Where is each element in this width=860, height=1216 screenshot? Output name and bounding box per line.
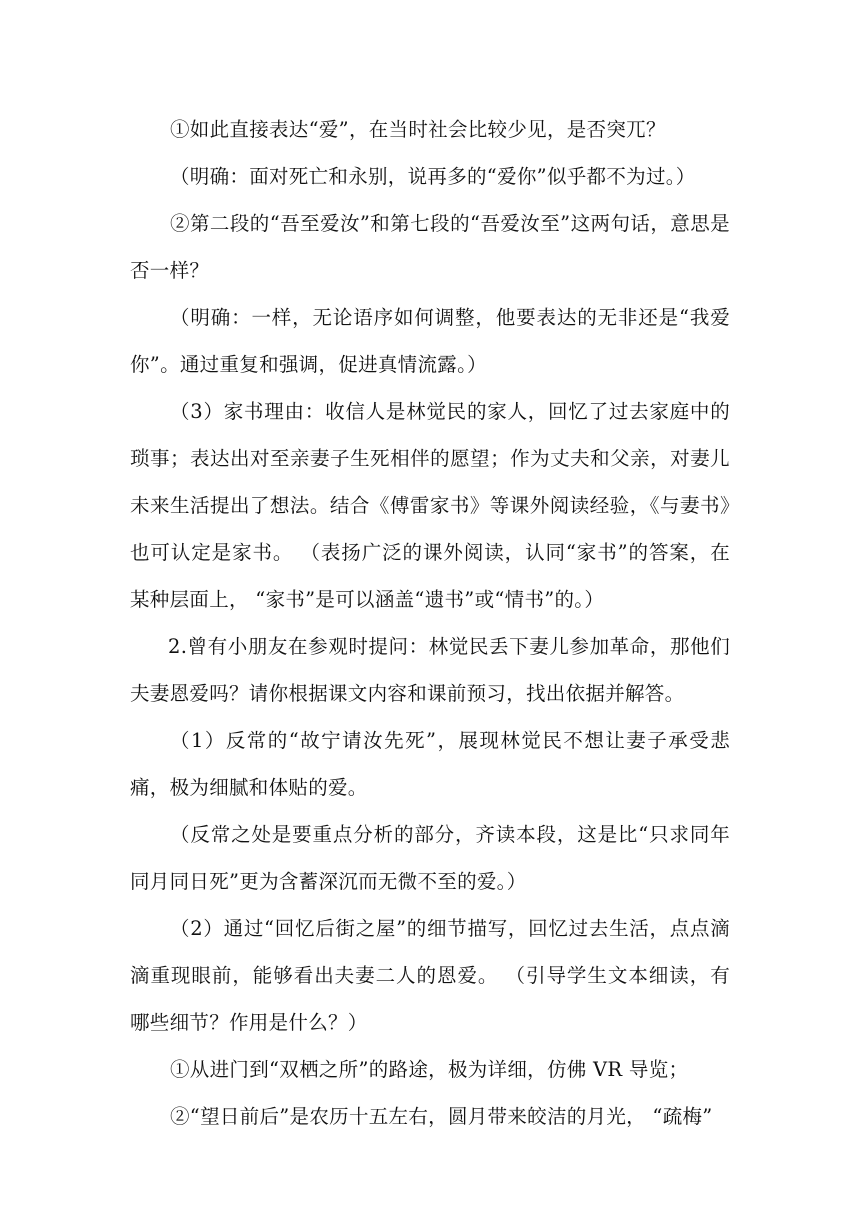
paragraph-family-letter-reason: （3）家书理由：收信人是林觉民的家人，回忆了过去家庭中的琐事；表达出对至亲妻子生死相伴的愿望；作为丈夫和父亲，对妻儿未来生活提出了想法。结合《傅雷家书》等课外阅读经验，《与妻书》也可认定是家书。 （表扬广泛的课外阅读，认同“家书”的答案，在某种层面上， “家书”是可以涵盖“遗书”或“情书”的。） <box>130 400 730 611</box>
paragraph-answer-1: （明确：面对死亡和永别，说再多的“爱你”似乎都不为过。） <box>170 165 696 188</box>
paragraph-point-1: （1）反常的“故宁请汝先死”，展现林觉民不想让妻子承受悲痛，极为细腻和体贴的爱。 <box>130 729 730 799</box>
paragraph-point-2: （2）通过“回忆后街之屋”的细节描写，回忆过去生活，点点滴滴重现眼前，能够看出夫妻二人的恩爱。 （引导学生文本细读，有哪些细节？作用是什么？） <box>130 917 730 1034</box>
paragraph-question-1: ①如此直接表达“爱”，在当时社会比较少见，是否突兀？ <box>170 118 666 141</box>
paragraph-question-couple: 2.曾有小朋友在参观时提问：林觉民丢下妻儿参加革命，那他们夫妻恩爱吗？请你根据课文内容和课前预习，找出依据并解答。 <box>130 635 730 705</box>
document-body <box>130 106 730 1140</box>
paragraph-detail-2: ②“望日前后”是农历十五左右，圆月带来皎洁的月光， “疏梅” <box>170 1105 713 1128</box>
paragraph-answer-2: （明确：一样，无论语序如何调整，他要表达的无非还是“我爱你”。通过重复和强调，促进真情流露。） <box>130 306 730 376</box>
paragraph-question-2: ②第二段的“吾至爱汝”和第七段的“吾爱汝至”这两句话，意思是否一样？ <box>130 212 730 282</box>
paragraph-point-1-note: （反常之处是要重点分析的部分，齐读本段，这是比“只求同年同月同日死”更为含蓄深沉而无微不至的爱。） <box>130 823 730 893</box>
paragraph-detail-1: ①从进门到“双栖之所”的路途，极为详细，仿佛 VR 导览； <box>170 1058 689 1081</box>
